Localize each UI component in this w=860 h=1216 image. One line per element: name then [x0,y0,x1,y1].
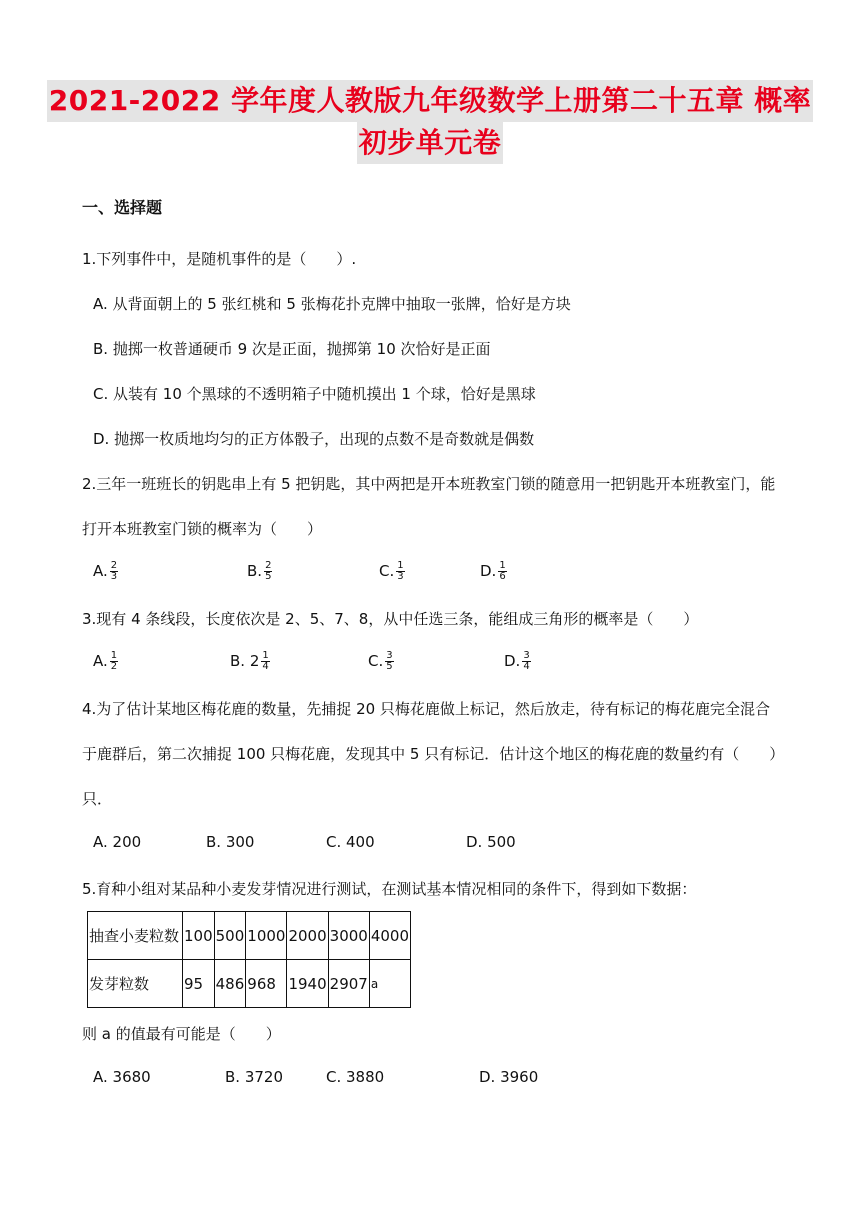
option-label: A. [93,652,108,670]
question-2-stem-line-1: 2.三年一班班长的钥匙串上有 5 把钥匙，其中两把是开本班教室门锁的随意用一把钥匙开本班教室门，能 [82,475,776,493]
table-cell: 95 [183,960,215,1008]
table-cell: 500 [214,912,246,960]
denominator: 3 [397,571,404,582]
option-label: D. [480,562,497,580]
denominator: 6 [499,571,506,582]
question-1-option-a: A. 从背面朝上的 5 张红桃和 5 张梅花扑克牌中抽取一张牌，恰好是方块 [93,295,571,313]
table-cell: a [369,960,410,1008]
question-5-follow: 则 a 的值最有可能是（ ） [82,1025,281,1043]
table-cell: 100 [183,912,215,960]
option-label: B. [247,562,263,580]
question-3-option-a [93,651,118,672]
option-label: C. [368,652,384,670]
question-5-option-c: C. 3880 [326,1068,385,1086]
table-cell: 2000 [287,912,328,960]
question-4-stem-line-3: 只． [82,790,113,808]
question-2-option-c [379,561,405,582]
table-cell: 1940 [287,960,328,1008]
question-2-option-a [93,561,118,582]
question-5-option-b: B. 3720 [225,1068,284,1086]
fraction [498,561,506,582]
table-cell: 2907 [328,960,369,1008]
table-cell: 1000 [246,912,287,960]
question-1-option-d: D. 抛掷一枚质地均匀的正方体骰子，出现的点数不是奇数就是偶数 [93,430,535,448]
whole-number: 2 [249,652,260,670]
question-3-option-d [504,651,531,672]
numerator: 1 [499,560,506,571]
denominator: 4 [262,661,269,672]
denominator: 5 [386,661,393,672]
title-line-2: 初步单元卷 [357,122,504,164]
table-cell: 968 [246,960,287,1008]
option-label: D. [504,652,521,670]
document-title [0,80,860,164]
table-cell: 486 [214,960,246,1008]
fraction [385,651,393,672]
question-4-stem-line-1: 4.为了估计某地区梅花鹿的数量，先捕捉 20 只梅花鹿做上标记，然后放走，待有标记的梅花鹿完全混合 [82,700,770,718]
denominator: 2 [110,661,118,672]
question-5-option-d: D. 3960 [479,1068,539,1086]
option-label: C. [379,562,395,580]
question-1-option-c: C. 从装有 10 个黑球的不透明箱子中随机摸出 1 个球，恰好是黑球 [93,385,536,403]
fraction [110,561,118,582]
question-2-option-d [480,561,507,582]
question-3-option-b [230,651,270,672]
numerator: 1 [397,560,404,571]
numerator: 2 [265,560,272,571]
table-cell: 抽查小麦粒数 [88,912,183,960]
question-4-option-c: C. 400 [326,833,375,851]
fraction [522,651,530,672]
question-3-option-c [368,651,394,672]
numerator: 3 [386,650,393,661]
question-4-option-a: A. 200 [93,833,142,851]
question-1-option-b: B. 抛掷一枚普通硬币 9 次是正面，抛掷第 10 次恰好是正面 [93,340,491,358]
fraction [264,561,272,582]
question-4-option-b: B. 300 [206,833,255,851]
denominator: 5 [265,571,272,582]
denominator: 4 [523,661,530,672]
question-4-stem-line-2: 于鹿群后，第二次捕捉 100 只梅花鹿，发现其中 5 只有标记．估计这个地区的梅花鹿的数量约有（ ） [82,745,785,763]
option-label: B. [230,652,246,670]
numerator: 3 [523,650,530,661]
question-4-option-d: D. 500 [466,833,516,851]
table-row [88,912,411,960]
question-1-stem: 1.下列事件中，是随机事件的是（ ）. [82,250,357,268]
table-cell: 4000 [369,912,410,960]
title-line-1: 2021-2022 学年度人教版九年级数学上册第二十五章 概率 [47,80,813,122]
table-cell: 3000 [328,912,369,960]
question-5-stem: 5.育种小组对某品种小麦发芽情况进行测试，在测试基本情况相同的条件下，得到如下数据： [82,880,697,898]
numerator: 2 [110,560,118,571]
question-5-option-a: A. 3680 [93,1068,151,1086]
fraction [261,651,269,672]
question-2-stem-line-2: 打开本班教室门锁的概率为（ ） [82,520,323,538]
data-table [87,911,411,1008]
table-row [88,960,411,1008]
fraction [110,651,118,672]
fraction [396,561,404,582]
numerator: 1 [262,650,269,661]
option-label: A. [93,562,108,580]
question-2-option-b [247,561,272,582]
section-heading: 一、选择题 [82,198,163,217]
question-3-stem: 3.现有 4 条线段，长度依次是 2、5、7、8，从中任选三条，能组成三角形的概率是（ ） [82,610,699,628]
table-cell: 发芽粒数 [88,960,183,1008]
denominator: 3 [110,571,118,582]
numerator: 1 [110,650,118,661]
